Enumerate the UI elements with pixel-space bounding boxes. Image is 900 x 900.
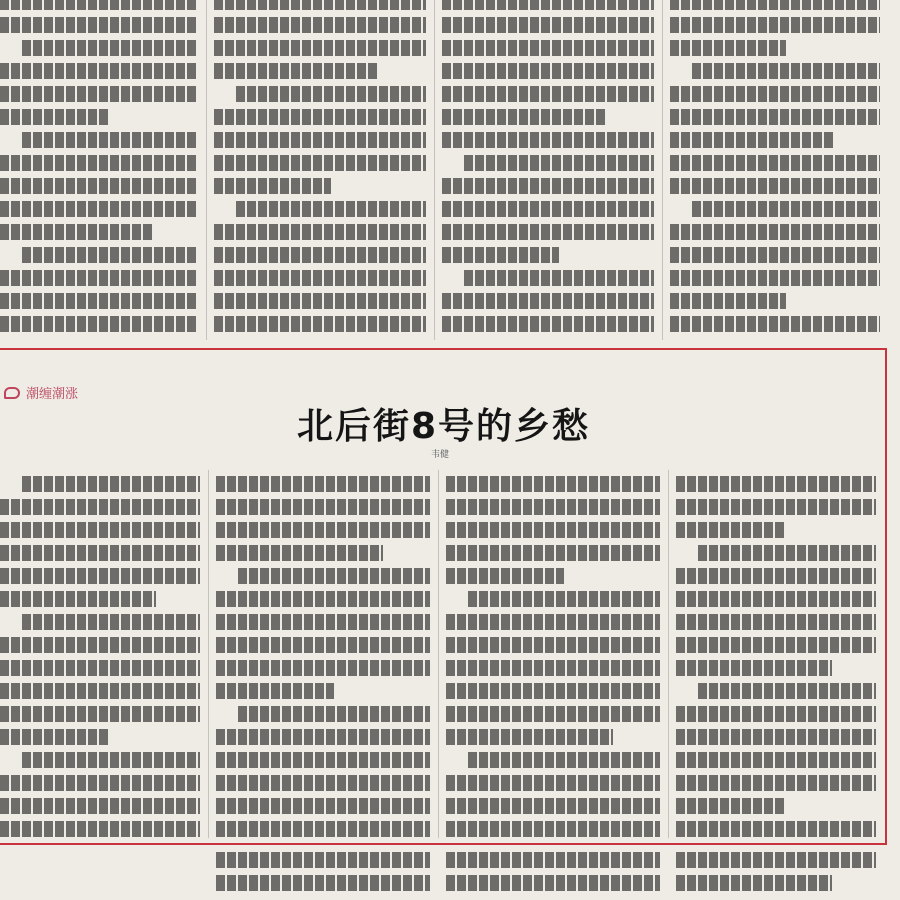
- lower-column-3: [446, 852, 660, 900]
- column-rule: [668, 470, 669, 838]
- speech-bubble-icon: [4, 387, 20, 399]
- upper-column-4: [670, 0, 880, 344]
- column-rule: [438, 470, 439, 838]
- column-tag-label: 潮缠潮涨: [26, 387, 79, 402]
- column-rule: [206, 0, 207, 340]
- upper-column-3: [442, 0, 654, 344]
- upper-column-2: [214, 0, 426, 344]
- column-rule: [662, 0, 663, 340]
- upper-column-1: [0, 0, 198, 344]
- lower-column-2: [216, 852, 430, 900]
- article-body-column-2: [216, 476, 430, 840]
- lower-column-4: [676, 852, 876, 900]
- column-rule: [434, 0, 435, 340]
- article-byline: 韦健: [430, 450, 449, 460]
- article-body-column-4: [676, 476, 876, 840]
- article-body-column-1: [0, 476, 200, 840]
- column-rule: [208, 470, 209, 838]
- article-body-column-3: [446, 476, 660, 840]
- article-headline: 北后街8号的乡愁: [296, 406, 591, 447]
